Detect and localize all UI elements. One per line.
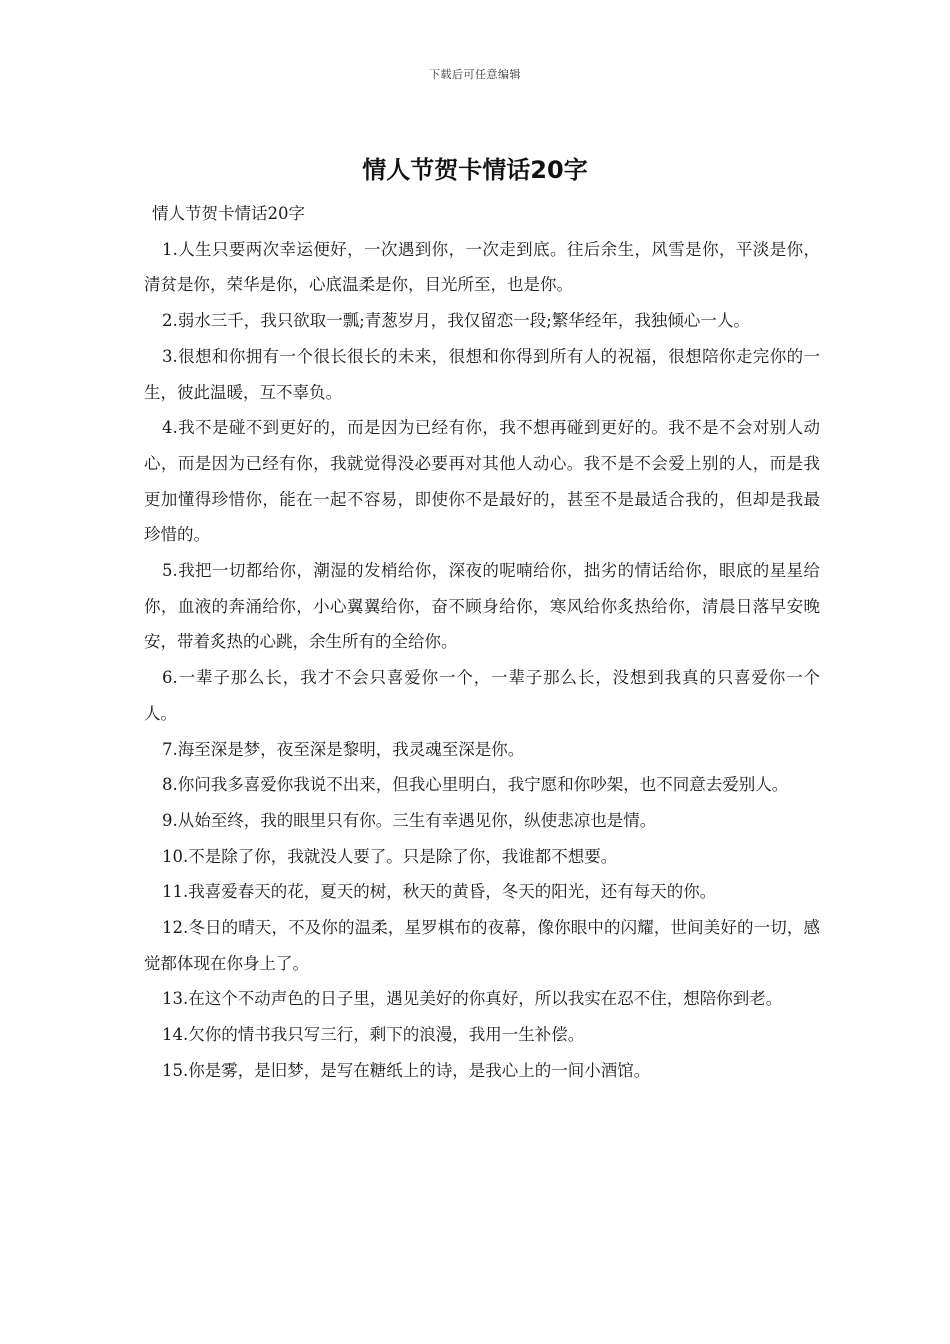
header-note: 下载后可任意编辑 bbox=[429, 68, 521, 81]
paragraph-6: 6.一辈子那么长，我才不会只喜爱你一个，一辈子那么长，没想到我真的只喜爱你一个人。 bbox=[144, 668, 820, 723]
paragraph-7: 7.海至深是梦，夜至深是黎明，我灵魂至深是你。 bbox=[162, 739, 525, 759]
paragraph-15: 15.你是雾，是旧梦，是写在糖纸上的诗，是我心上的一间小酒馆。 bbox=[162, 1060, 651, 1080]
paragraph-11: 11.我喜爱春天的花，夏天的树，秋天的黄昏，冬天的阳光，还有每天的你。 bbox=[162, 882, 717, 902]
paragraph-12: 12.冬日的晴天，不及你的温柔，星罗棋布的夜幕，像你眼中的闪耀，世间美好的一切，感觉都体现在你身上了。 bbox=[144, 918, 820, 973]
paragraph-8: 8.你问我多喜爱你我说不出来，但我心里明白，我宁愿和你吵架，也不同意去爱别人。 bbox=[162, 775, 789, 795]
paragraph-5: 5.我把一切都给你，潮湿的发梢给你，深夜的呢喃给你，拙劣的情话给你，眼底的星星给你，血液的奔涌给你，小心翼翼给你，奋不顾身给你，寒风给你炙热给你，清晨日落早安晚安，带着炙热的心跳，余生所有的全给你。 bbox=[144, 561, 820, 652]
paragraph-13: 13.在这个不动声色的日子里，遇见美好的你真好，所以我实在忍不住，想陪你到老。 bbox=[162, 989, 783, 1009]
paragraph-1: 1.人生只要两次幸运便好，一次遇到你，一次走到底。往后余生，风雪是你，平淡是你，清贫是你，荣华是你，心底温柔是你，目光所至，也是你。 bbox=[144, 239, 820, 295]
paragraph-4: 4.我不是碰不到更好的，而是因为已经有你，我不想再碰到更好的。我不是不会对别人动心，而是因为已经有你，我就觉得没必要再对其他人动心。我不是不会爱上别的人，而是我更加懂得珍惜你，能在一起不容易，即使你不是最好的，甚至不是最适合我的，但却是我最珍惜的。 bbox=[144, 418, 820, 545]
paragraph-2: 2.弱水三千，我只欲取一瓢;青葱岁月，我仅留恋一段;繁华经年，我独倾心一人。 bbox=[162, 311, 750, 331]
paragraph-14: 14.欠你的情书我只写三行，剩下的浪漫，我用一生补偿。 bbox=[162, 1025, 585, 1045]
paragraph-9: 9.从始至终，我的眼里只有你。三生有幸遇见你，纵使悲凉也是情。 bbox=[162, 810, 657, 830]
document-subtitle: 情人节贺卡情话20字 bbox=[152, 204, 305, 223]
document-title: 情人节贺卡情话20字 bbox=[362, 156, 588, 184]
document-body bbox=[144, 196, 820, 1089]
paragraph-3: 3.很想和你拥有一个很长很长的未来，很想和你得到所有人的祝福，很想陪你走完你的一生，彼此温暖，互不辜负。 bbox=[144, 346, 820, 402]
paragraph-10: 10.不是除了你，我就没人要了。只是除了你，我谁都不想要。 bbox=[162, 846, 618, 866]
